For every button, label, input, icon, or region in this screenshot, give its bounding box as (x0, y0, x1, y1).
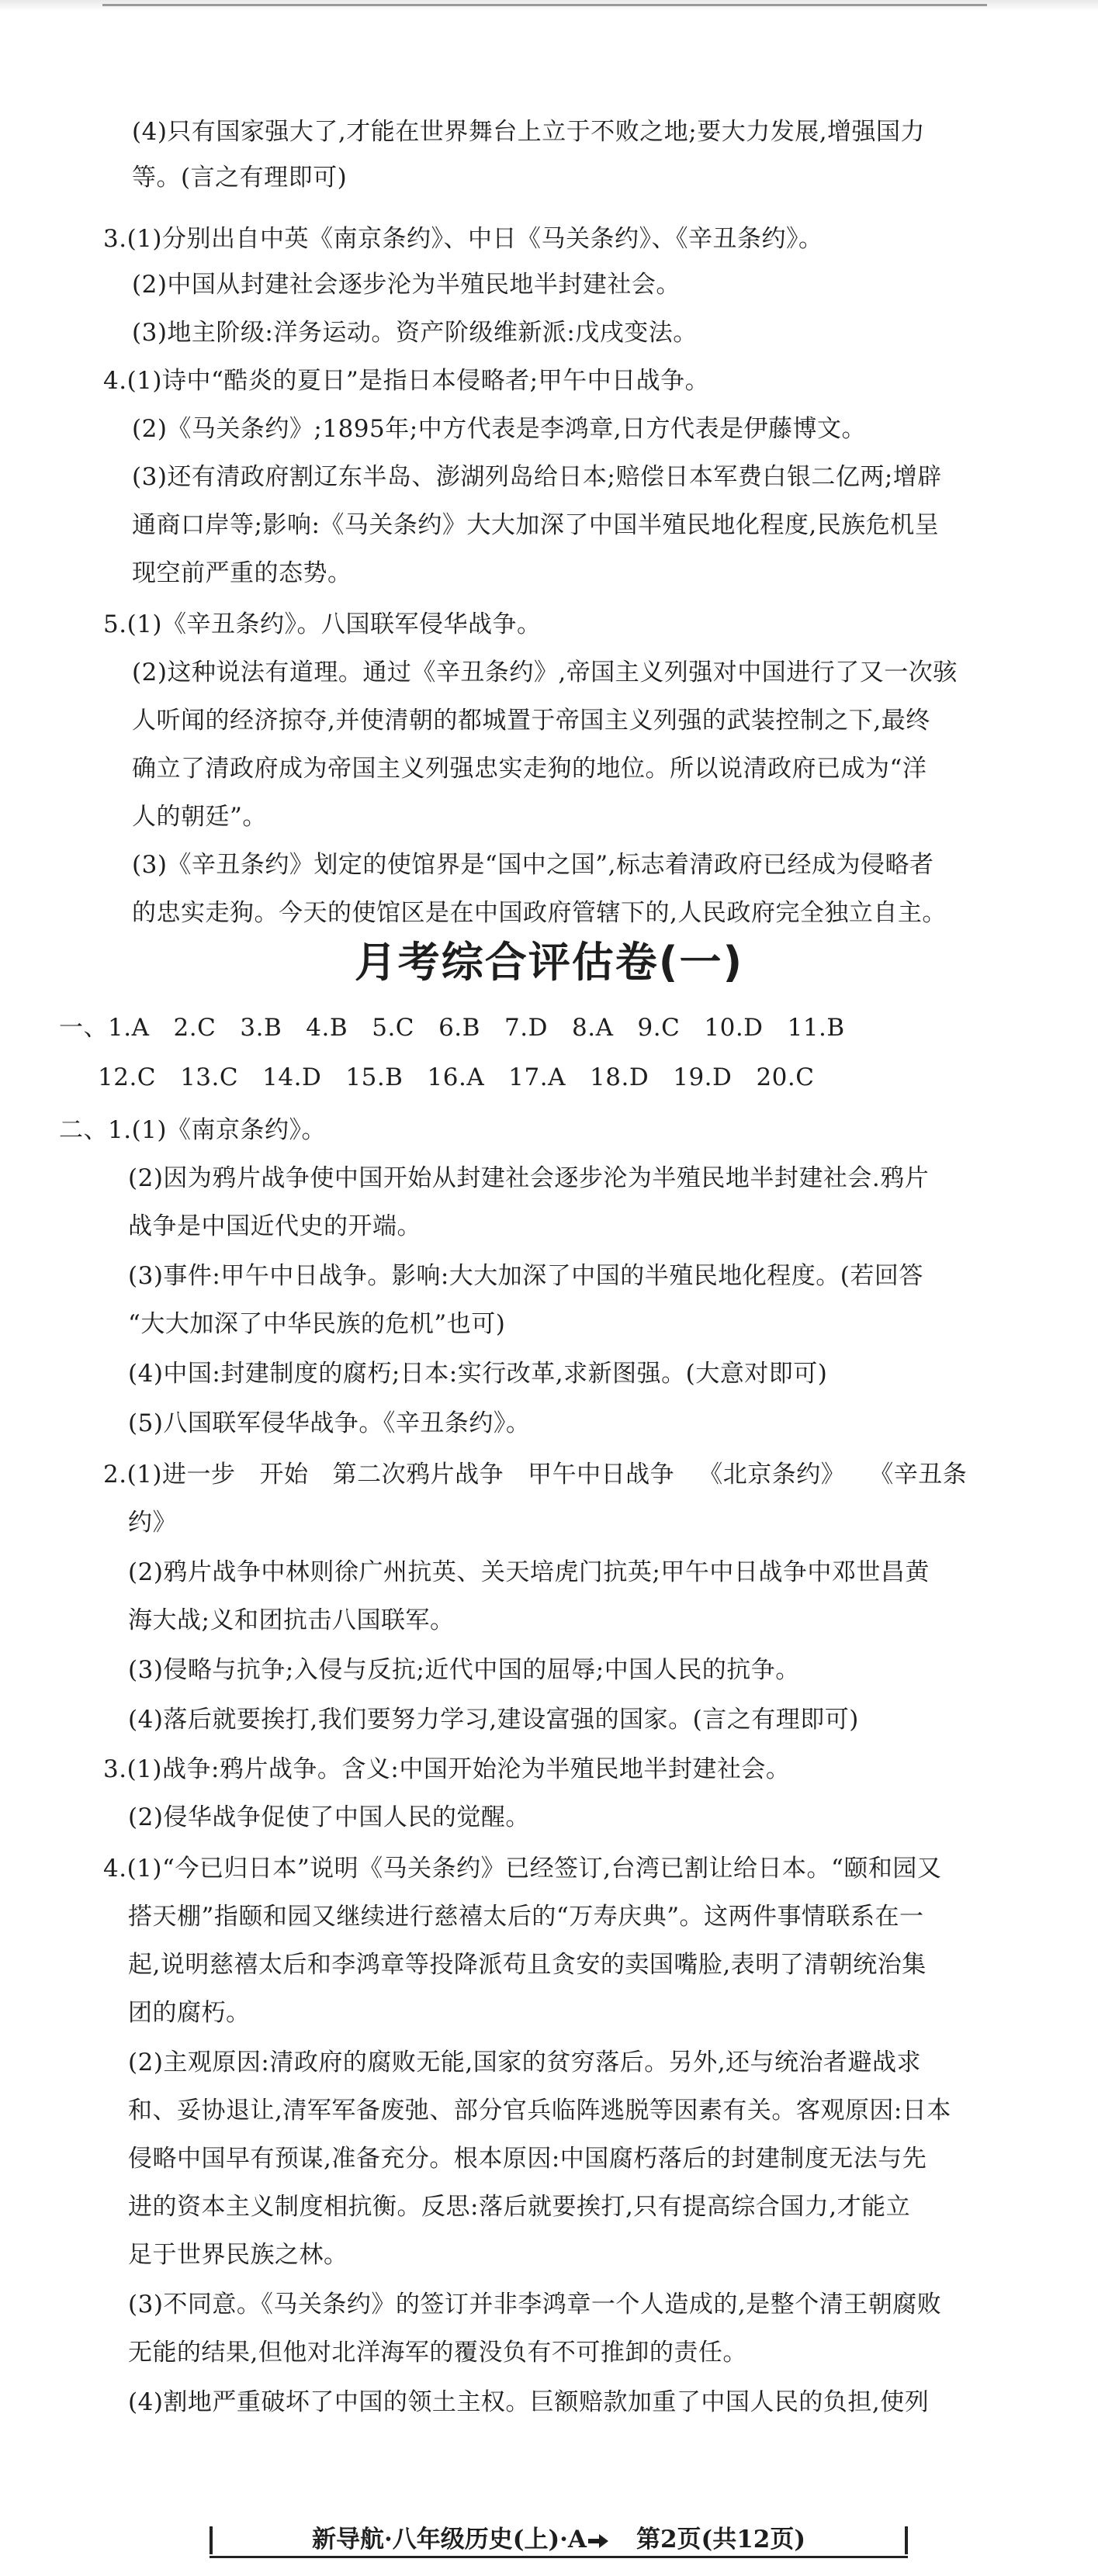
text-line: 4.(1)“今已归日本”说明《马关条约》已经签订,台湾已割让给日本。“颐和园又 (103, 1855, 942, 1883)
text-line: 3.(1)战争:鸦片战争。含义:中国开始沦为半殖民地半封建社会。 (103, 1755, 791, 1783)
text-line: 和、妥协退让,清军军备废弛、部分官兵临阵逃脱等因素有关。客观原因:日本 (128, 2097, 951, 2125)
text-line: 海大战;义和团抗击八国联军。 (128, 1606, 455, 1634)
text-line: 4.(1)诗中“酷炎的夏日”是指日本侵略者;甲午中日战争。 (103, 367, 710, 395)
text-line: (4)割地严重破坏了中国的领土主权。巨额赔款加重了中国人民的负担,使列 (128, 2388, 930, 2416)
text-line: 侵略中国早有预谋,准备充分。根本原因:中国腐朽落后的封建制度无法与先 (128, 2145, 927, 2173)
footer-book-title: 新导航·八年级历史(上)·A (311, 2526, 587, 2554)
text-line: 2.(1)进一步 开始 第二次鸦片战争 甲午中日战争 《北京条约》 《辛丑条 (103, 1461, 968, 1489)
text-line: (3)事件:甲午中日战争。影响:大大加深了中国的半殖民地化程度。(若回答 (128, 1262, 923, 1290)
text-line: (4)落后就要挨打,我们要努力学习,建设富强的国家。(言之有理即可) (128, 1706, 859, 1734)
page-number: 第2页(共12页) (636, 2526, 806, 2554)
text-line: (2)这种说法有道理。通过《辛丑条约》,帝国主义列强对中国进行了又一次骇 (132, 659, 958, 686)
text-line: (3)《辛丑条约》划定的使馆界是“国中之国”,标志着清政府已经成为侵略者 (132, 851, 934, 879)
text-line: (3)不同意。《马关条约》的签订并非李鸿章一个人造成的,是整个清王朝腐败 (128, 2291, 942, 2318)
footer-rule (210, 2556, 908, 2558)
text-line: (2)鸦片战争中林则徐广州抗英、关天培虎门抗英;甲午中日战争中邓世昌黄 (128, 1558, 930, 1586)
text-line: 起,说明慈禧太后和李鸿章等投降派苟且贪安的卖国嘴脸,表明了清朝统治集 (128, 1951, 927, 1979)
text-line: 足于世界民族之林。 (128, 2241, 348, 2269)
text-line: (2)因为鸦片战争使中国开始从封建社会逐步沦为半殖民地半封建社会.鸦片 (128, 1164, 930, 1192)
section-title: 月考综合评估卷(一) (354, 938, 744, 987)
footer-text (210, 2525, 908, 2554)
text-line: 无能的结果,但他对北洋海军的覆没负有不可推卸的责任。 (128, 2339, 747, 2367)
text-line: 3.(1)分别出自中英《南京条约》、中日《马关条约》、《辛丑条约》。 (103, 225, 823, 253)
text-line: 通商口岸等;影响:《马关条约》大大加深了中国半殖民地化程度,民族危机呈 (132, 511, 940, 539)
arrow-right-icon (588, 2533, 608, 2549)
text-line: (3)侵略与抗争;入侵与反抗;近代中国的屈辱;中国人民的抗争。 (128, 1656, 800, 1684)
text-line: (4)中国:封建制度的腐朽;日本:实行改革,求新图强。(大意对即可) (128, 1360, 828, 1388)
text-line: 约》 (128, 1509, 177, 1537)
text-line: 现空前严重的态势。 (132, 559, 352, 587)
text-line: 战争是中国近代史的开端。 (128, 1212, 421, 1240)
text-line: 搭天棚”指颐和园又继续进行慈禧太后的“万寿庆典”。这两件事情联系在一 (128, 1903, 924, 1931)
top-divider (102, 4, 987, 6)
text-line: (2)主观原因:清政府的腐败无能,国家的贫穷落后。另外,还与统治者避战求 (128, 2049, 922, 2076)
text-line: (3)还有清政府割辽东半岛、澎湖列岛给日本;赔偿日本军费白银二亿两;增辟 (132, 463, 942, 491)
text-line: (2)侵华战争促使了中国人民的觉醒。 (128, 1803, 530, 1831)
text-line: 的忠实走狗。今天的使馆区是在中国政府管辖下的,人民政府完全独立自主。 (132, 899, 947, 927)
text-line: 等。(言之有理即可) (132, 164, 348, 192)
text-line: 5.(1)《辛丑条约》。八国联军侵华战争。 (103, 610, 542, 638)
text-line: 二、1.(1)《南京条约》。 (59, 1116, 326, 1144)
text-line: (4)只有国家强大了,才能在世界舞台上立于不败之地;要大力发展,增强国力 (132, 118, 926, 146)
text-line: (2)中国从封建社会逐步沦为半殖民地半封建社会。 (132, 271, 681, 299)
text-line: (3)地主阶级:洋务运动。资产阶级维新派:戊戌变法。 (132, 319, 698, 347)
text-line: 确立了清政府成为帝国主义列强忠实走狗的地位。所以说清政府已成为“洋 (132, 755, 927, 783)
text-line: 一、1.A 2.C 3.B 4.B 5.C 6.B 7.D 8.A 9.C 10.D 11.B (59, 1014, 845, 1042)
text-line: “大大加深了中华民族的危机”也可) (128, 1310, 506, 1338)
text-line: 进的资本主义制度相抗衡。反思:落后就要挨打,只有提高综合国力,才能立 (128, 2193, 911, 2221)
text-line: 12.C 13.C 14.D 15.B 16.A 17.A 18.D 19.D 20.C (98, 1063, 815, 1091)
page-footer (210, 2525, 908, 2559)
text-line: 人听闻的经济掠夺,并使清朝的都城置于帝国主义列强的武装控制之下,最终 (132, 707, 930, 735)
text-line: 团的腐朽。 (128, 1999, 251, 2027)
text-line: (5)八国联军侵华战争。《辛丑条约》。 (128, 1409, 531, 1437)
text-line: 人的朝廷”。 (132, 803, 267, 831)
text-line: (2)《马关条约》;1895年;中方代表是李鸿章,日方代表是伊藤博文。 (132, 415, 867, 443)
